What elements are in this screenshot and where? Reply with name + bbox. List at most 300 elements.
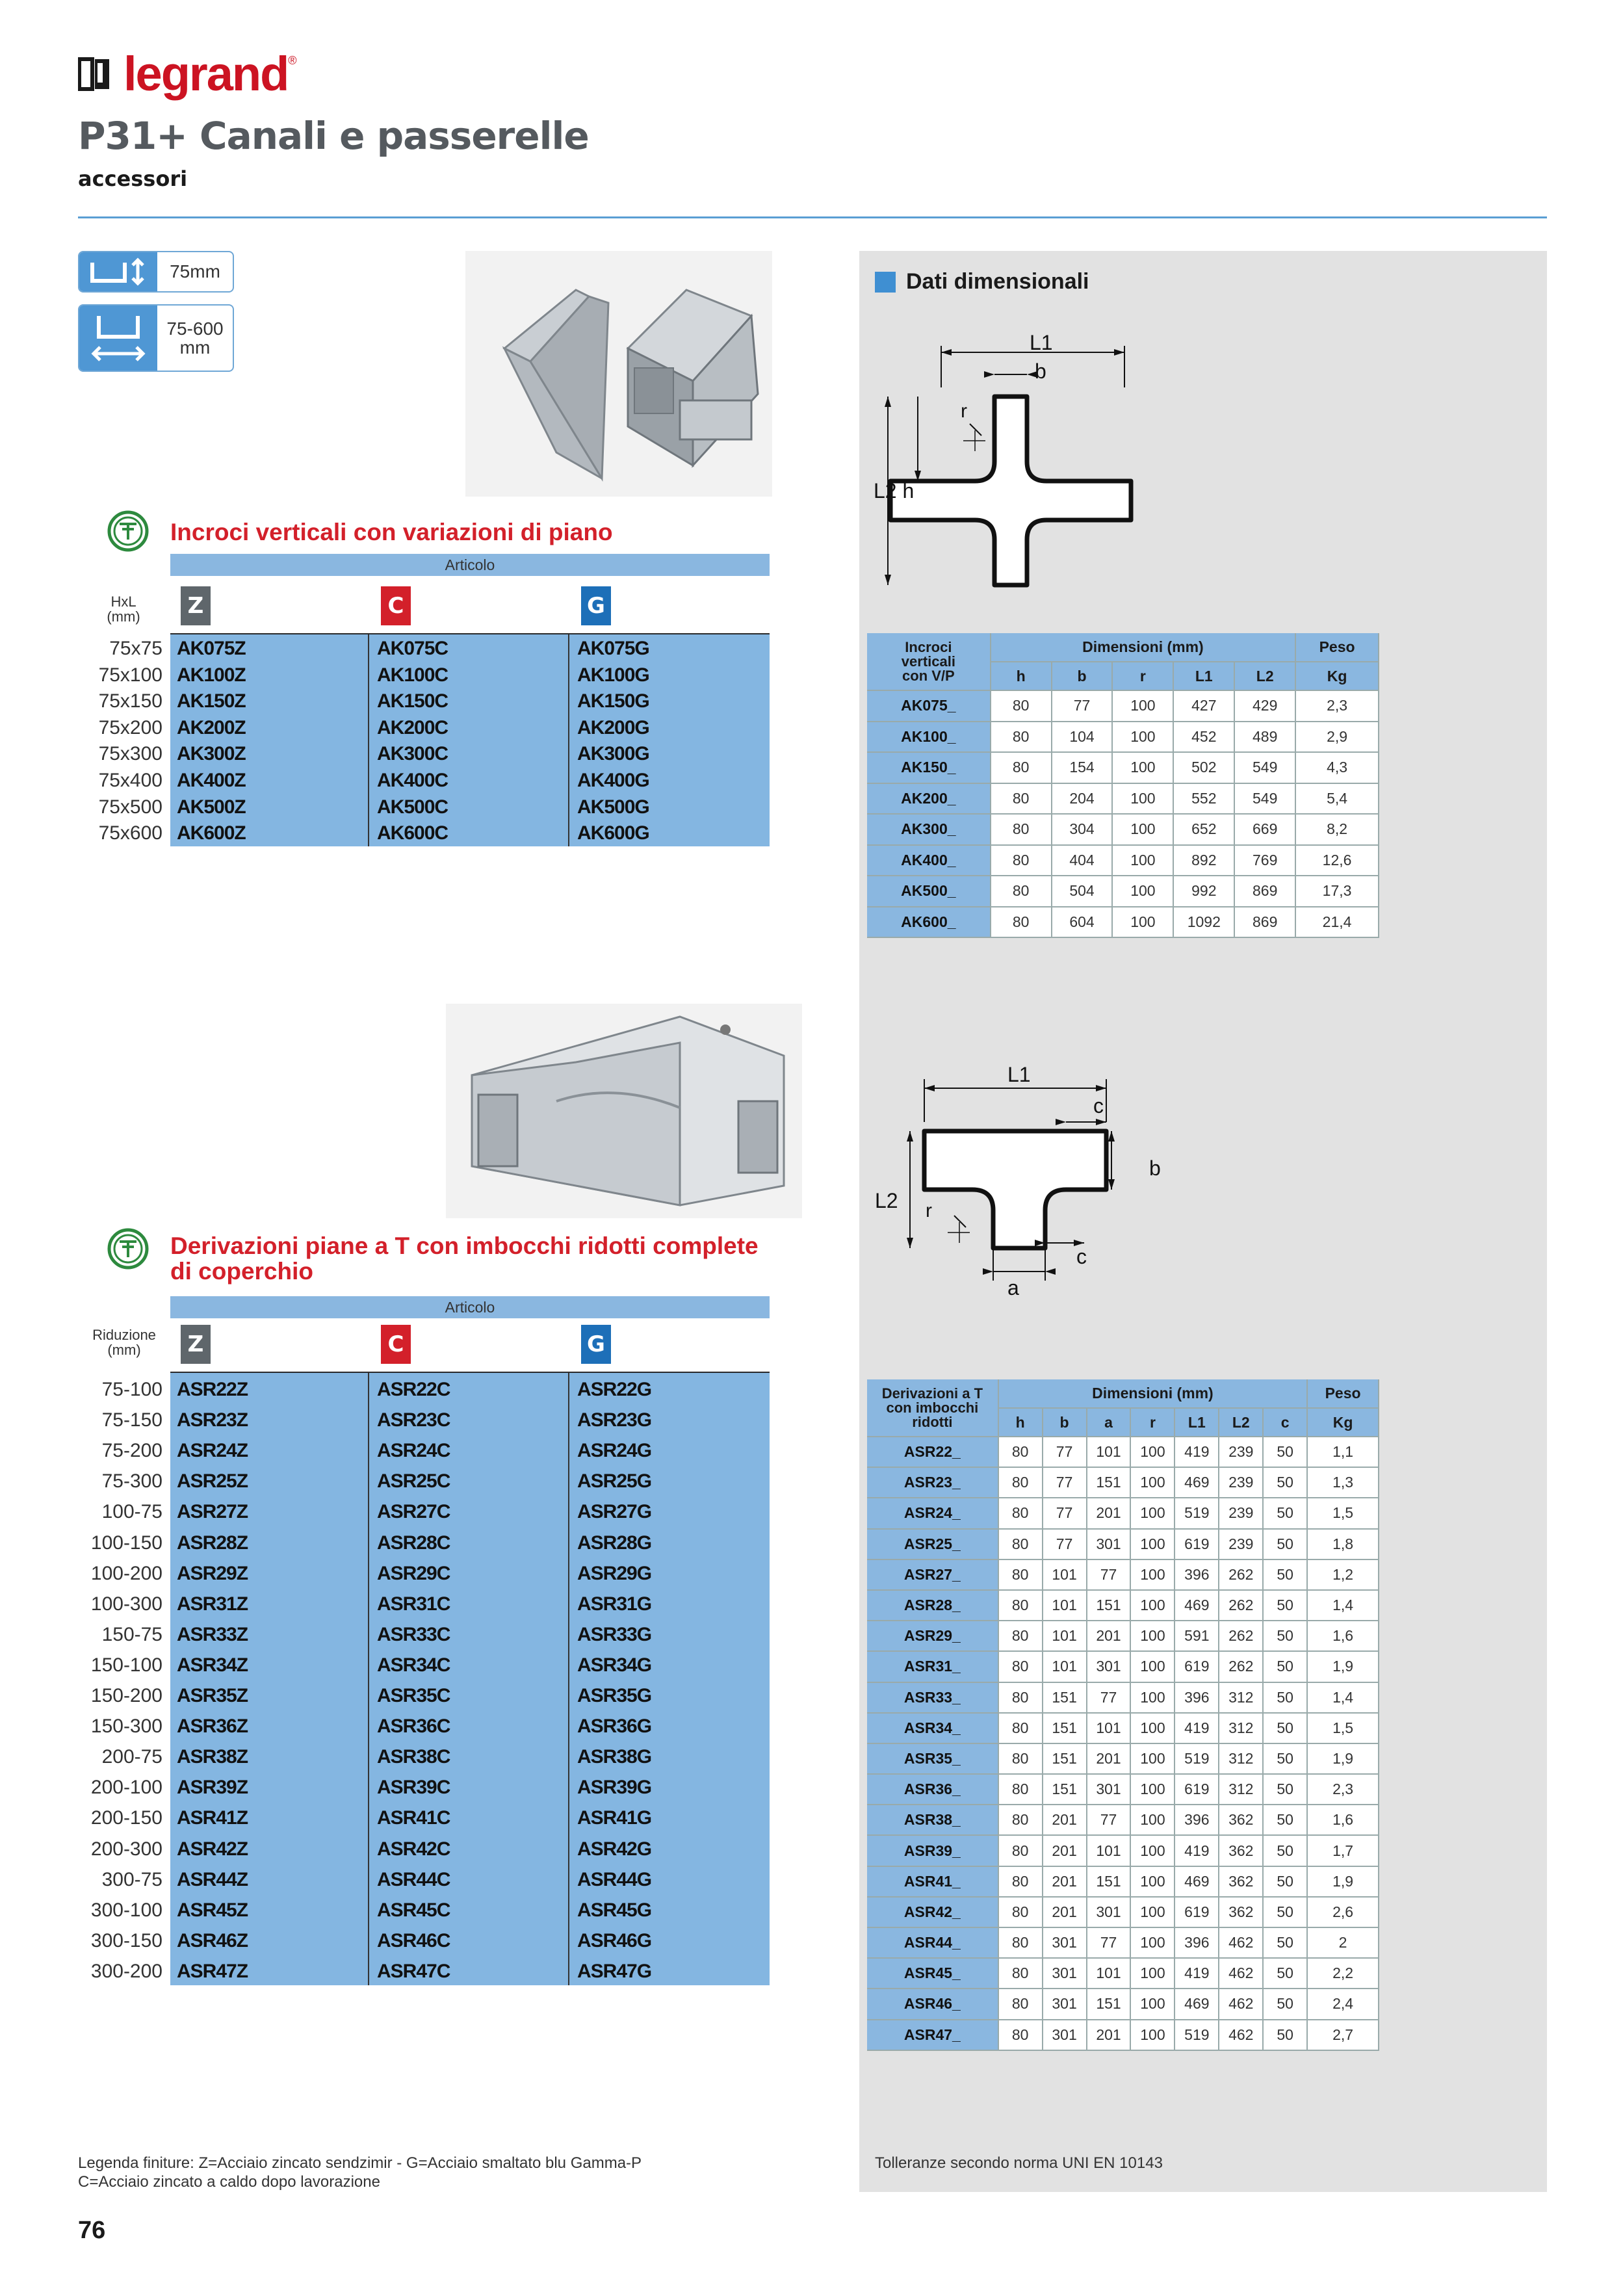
- article-code-z: AK500Z: [177, 796, 246, 818]
- dimension-value-a: 151: [1087, 1467, 1131, 1498]
- section2-title: [170, 1234, 759, 1285]
- size-value: 75x75: [109, 638, 162, 659]
- dimension-value-r: 100: [1112, 690, 1173, 722]
- dimension-value-r: 100: [1112, 876, 1173, 907]
- dimension-value-c: 50: [1263, 1743, 1307, 1774]
- dimension-value-c: 50: [1263, 1559, 1307, 1590]
- dimension-value-b: 101: [1043, 1559, 1087, 1590]
- dimension-value-h: 80: [991, 690, 1052, 722]
- dimension-value-b: 301: [1043, 1958, 1087, 1989]
- article-code-c: AK100C: [377, 664, 448, 686]
- dimension-value-l2: 239: [1219, 1529, 1263, 1559]
- table-row: [867, 1467, 1379, 1498]
- dimension-value-h: 80: [991, 783, 1052, 815]
- page-number: 76: [78, 2217, 106, 2244]
- article-code-z: ASR41Z: [177, 1807, 248, 1829]
- dimension-value-b: 404: [1052, 845, 1113, 876]
- article-code-c: ASR31C: [377, 1593, 450, 1615]
- article-code-g: AK600G: [577, 822, 649, 844]
- table-row: [867, 1866, 1379, 1897]
- dimension-value-b: 301: [1043, 1927, 1087, 1958]
- section1-size-header-label: HxL: [110, 594, 136, 610]
- dimension-value-l2: 362: [1219, 1897, 1263, 1927]
- article-code-g: ASR22G: [577, 1379, 652, 1400]
- dimension-value-kg: 5,4: [1295, 783, 1379, 815]
- article-code-g: ASR25G: [577, 1470, 652, 1493]
- dimension-value-h: 80: [998, 1651, 1043, 1682]
- dimension-value-h: 80: [991, 845, 1052, 876]
- dimension-value-r: 100: [1130, 1713, 1175, 1743]
- dimension-value-b: 201: [1043, 1897, 1087, 1927]
- height-dimension-icon: [79, 252, 157, 291]
- dimension-value-r: 100: [1130, 1682, 1175, 1713]
- dimension-value-b: 304: [1052, 814, 1113, 845]
- article-code: AK100_: [867, 722, 991, 753]
- article-code-z: ASR42Z: [177, 1838, 248, 1860]
- dimension-value-a: 151: [1087, 1866, 1131, 1897]
- dimension-value-a: 151: [1087, 1590, 1131, 1621]
- table-row: [867, 1927, 1379, 1958]
- dimension-value-r: 100: [1130, 1897, 1175, 1927]
- size-value: 300-100: [90, 1899, 162, 1921]
- article-code-c: ASR28C: [377, 1532, 450, 1554]
- width-dimension-unit: mm: [179, 337, 211, 358]
- dimension-value-l1: 469: [1175, 1866, 1219, 1897]
- table1-subheader: r: [1112, 662, 1173, 690]
- article-code-c: ASR47C: [377, 1960, 450, 1982]
- article-code: ASR27_: [867, 1559, 998, 1590]
- dimension-value-c: 50: [1263, 1805, 1307, 1835]
- article-code-z: AK100Z: [177, 664, 246, 686]
- table-row: [867, 1897, 1379, 1927]
- size-value: 300-75: [101, 1868, 162, 1890]
- table-row: [867, 783, 1379, 815]
- dimension-value-kg: 2,7: [1307, 2020, 1379, 2050]
- table-row: [867, 752, 1379, 783]
- section2-table-top-rule: [170, 1372, 770, 1373]
- section2-title-line2: di coperchio: [170, 1257, 313, 1285]
- dimension-value-b: 151: [1043, 1713, 1087, 1743]
- article-code-g: AK150G: [577, 690, 649, 712]
- dimension-value-a: 301: [1087, 1897, 1131, 1927]
- dimension-value-l2: 669: [1234, 814, 1295, 845]
- dimension-value-l2: 362: [1219, 1805, 1263, 1835]
- article-code-c: ASR22C: [377, 1379, 450, 1400]
- dimension-value-kg: 1,6: [1307, 1805, 1379, 1835]
- section1-size-header-unit: (mm): [107, 608, 140, 625]
- dimensional-data-title: Dati dimensionali: [906, 269, 1089, 294]
- section2-title-line1: Derivazioni piane a T con imbocchi ridotti complete: [170, 1233, 759, 1259]
- article-code: ASR25_: [867, 1529, 998, 1559]
- dimension-value-b: 104: [1052, 722, 1113, 753]
- cross-dimensions-table: [867, 633, 1379, 938]
- article-code-z: AK150Z: [177, 690, 246, 712]
- article-code: ASR29_: [867, 1621, 998, 1651]
- section2-col-divider: [568, 1373, 569, 1985]
- dimension-value-b: 201: [1043, 1835, 1087, 1866]
- dimension-value-l1: 619: [1175, 1529, 1219, 1559]
- table1-article-header-line1: Incroci: [905, 638, 952, 655]
- dimension-value-r: 100: [1130, 1866, 1175, 1897]
- table-row: [867, 1835, 1379, 1866]
- dimension-value-b: 151: [1043, 1774, 1087, 1805]
- dimension-value-kg: 2,3: [1295, 690, 1379, 722]
- article-code-c: ASR39C: [377, 1777, 450, 1799]
- dimension-value-l2: 462: [1219, 1989, 1263, 2019]
- section-marker-square: [875, 272, 896, 293]
- article-code-z: ASR31Z: [177, 1593, 248, 1615]
- dimension-value-a: 301: [1087, 1774, 1131, 1805]
- dimension-value-b: 151: [1043, 1743, 1087, 1774]
- dimension-value-r: 100: [1130, 1437, 1175, 1467]
- dimension-value-r: 100: [1130, 1805, 1175, 1835]
- article-code: AK200_: [867, 783, 991, 815]
- dimension-value-l2: 549: [1234, 752, 1295, 783]
- dimension-value-h: 80: [998, 1805, 1043, 1835]
- dimension-value-h: 80: [998, 1498, 1043, 1528]
- dimension-value-l2: 362: [1219, 1835, 1263, 1866]
- article-code-z: ASR39Z: [177, 1777, 248, 1799]
- article-code-g: ASR24G: [577, 1440, 652, 1462]
- dimension-value-c: 50: [1263, 1835, 1307, 1866]
- diagram2-label-L1: L1: [1007, 1063, 1031, 1086]
- section1-articolo-header: Articolo: [170, 554, 770, 576]
- dimension-value-b: 77: [1052, 690, 1113, 722]
- dimension-value-a: 301: [1087, 1529, 1131, 1559]
- section2-size-header-unit: (mm): [107, 1342, 141, 1359]
- article-code: ASR42_: [867, 1897, 998, 1927]
- dimension-value-r: 100: [1112, 907, 1173, 938]
- section1-col-divider: [368, 634, 369, 846]
- table-row: [867, 1651, 1379, 1682]
- dimension-value-kg: 2,6: [1307, 1897, 1379, 1927]
- dimension-value-h: 80: [998, 1559, 1043, 1590]
- dimension-value-l1: 552: [1173, 783, 1234, 815]
- dimension-value-h: 80: [991, 722, 1052, 753]
- t-branch-dimensions-table: [867, 1379, 1379, 2051]
- dimension-value-kg: 1,5: [1307, 1498, 1379, 1528]
- dimension-value-l1: 396: [1175, 1805, 1219, 1835]
- article-code-c: AK150C: [377, 690, 448, 712]
- article-code-g: ASR44G: [577, 1868, 652, 1890]
- size-value: 200-150: [90, 1807, 162, 1829]
- width-dimension-icon: [79, 306, 157, 371]
- product-photo-vertical-cross: [465, 251, 772, 497]
- dimension-value-kg: 1,1: [1307, 1437, 1379, 1467]
- dimension-value-l1: 892: [1173, 845, 1234, 876]
- dimension-value-h: 80: [998, 1467, 1043, 1498]
- dimension-value-l1: 519: [1175, 2020, 1219, 2050]
- article-code-g: ASR31G: [577, 1593, 652, 1615]
- finish-z-badge: Z: [181, 586, 211, 625]
- article-code-c: AK075C: [377, 638, 448, 659]
- article-code-g: ASR34G: [577, 1654, 652, 1676]
- finish-g-badge: G: [581, 586, 611, 625]
- dimension-value-a: 101: [1087, 1958, 1131, 1989]
- dimension-value-l1: 419: [1175, 1713, 1219, 1743]
- table1-subheader: h: [991, 662, 1052, 690]
- dimension-value-b: 154: [1052, 752, 1113, 783]
- article-code-c: ASR25C: [377, 1470, 450, 1493]
- dimension-value-l2: 262: [1219, 1559, 1263, 1590]
- dimension-value-b: 101: [1043, 1651, 1087, 1682]
- article-code-g: AK300G: [577, 743, 649, 765]
- dimension-value-kg: 21,4: [1295, 907, 1379, 938]
- table2-article-header-line1: Derivazioni a T: [881, 1385, 983, 1402]
- dimension-value-c: 50: [1263, 1897, 1307, 1927]
- dimension-value-b: 604: [1052, 907, 1113, 938]
- dimension-value-kg: 2: [1307, 1927, 1379, 1958]
- table2-weight-unit: Kg: [1307, 1408, 1379, 1437]
- size-value: 100-200: [90, 1562, 162, 1584]
- table1-subheader: b: [1052, 662, 1113, 690]
- article-code-z: ASR24Z: [177, 1440, 248, 1462]
- dimension-value-kg: 2,9: [1295, 722, 1379, 753]
- dimension-value-r: 100: [1130, 1621, 1175, 1651]
- article-code-c: ASR46C: [377, 1929, 450, 1951]
- article-code-c: ASR38C: [377, 1746, 450, 1768]
- dimension-value-a: 151: [1087, 1989, 1131, 2019]
- dimension-value-l2: 489: [1234, 722, 1295, 753]
- article-code-z: ASR28Z: [177, 1532, 248, 1554]
- dimension-value-h: 80: [998, 1958, 1043, 1989]
- article-code: AK400_: [867, 845, 991, 876]
- section1-table-top-rule: [170, 633, 770, 634]
- dimension-value-kg: 1,9: [1307, 1866, 1379, 1897]
- article-code-z: AK600Z: [177, 822, 246, 844]
- table-row: [867, 814, 1379, 845]
- finishes-legend: [78, 2154, 642, 2192]
- size-value: 150-100: [90, 1654, 162, 1676]
- section2-size-header-label: Riduzione: [92, 1327, 156, 1343]
- dimension-value-b: 101: [1043, 1590, 1087, 1621]
- article-code-c: ASR44C: [377, 1868, 450, 1890]
- article-code-c: ASR35C: [377, 1685, 450, 1706]
- section1-title: Incroci verticali con variazioni di piano: [170, 519, 613, 545]
- table-row: [867, 1989, 1379, 2019]
- size-value: 75x150: [98, 690, 162, 712]
- table2-subheader: c: [1263, 1408, 1307, 1437]
- finish-z-badge: Z: [181, 1325, 211, 1364]
- dimension-value-l2: 462: [1219, 2020, 1263, 2050]
- dimension-value-kg: 1,3: [1307, 1467, 1379, 1498]
- section2-col-divider: [368, 1373, 369, 1985]
- dimension-value-b: 301: [1043, 1989, 1087, 2019]
- size-value: 75-100: [101, 1379, 162, 1400]
- diagram2-label-L2: L2: [875, 1189, 898, 1212]
- dimension-value-kg: 1,9: [1307, 1743, 1379, 1774]
- dimension-value-l1: 1092: [1173, 907, 1234, 938]
- dimension-value-l2: 239: [1219, 1498, 1263, 1528]
- article-code-z: ASR47Z: [177, 1960, 248, 1982]
- article-code-z: ASR25Z: [177, 1470, 248, 1493]
- table-row: [867, 2020, 1379, 2050]
- size-value: 200-300: [90, 1838, 162, 1860]
- dimension-value-l1: 619: [1175, 1651, 1219, 1682]
- size-value: 200-100: [90, 1777, 162, 1799]
- dimension-value-l1: 452: [1173, 722, 1234, 753]
- dimension-value-r: 100: [1130, 1559, 1175, 1590]
- dimension-value-kg: 1,4: [1307, 1590, 1379, 1621]
- header-divider: [78, 216, 1547, 218]
- diagram1-label-L1: L1: [1030, 332, 1053, 354]
- article-code: ASR39_: [867, 1835, 998, 1866]
- diagram2-label-r: r: [926, 1200, 932, 1221]
- dimension-value-h: 80: [998, 1682, 1043, 1713]
- table2-subheader: h: [998, 1408, 1043, 1437]
- width-dimension-label: [157, 306, 233, 371]
- dimension-value-l1: 652: [1173, 814, 1234, 845]
- diagram1-label-b: b: [1035, 359, 1046, 383]
- article-code-g: AK100G: [577, 664, 649, 686]
- table1-article-header: [867, 633, 991, 690]
- section2-size-header: [82, 1327, 166, 1357]
- table1-article-header-line2: verticali: [901, 653, 955, 670]
- dimension-value-c: 50: [1263, 1958, 1307, 1989]
- table2-article-header-line2: con imbocchi: [886, 1399, 979, 1416]
- dimension-value-l1: 419: [1175, 1437, 1219, 1467]
- size-value: 75x300: [98, 743, 162, 765]
- dimension-value-kg: 1,7: [1307, 1835, 1379, 1866]
- table-row: [867, 1958, 1379, 1989]
- diagram2-label-c: c: [1093, 1094, 1104, 1117]
- dimension-value-kg: 1,6: [1307, 1621, 1379, 1651]
- dimension-value-h: 80: [998, 1621, 1043, 1651]
- dimension-value-l2: 239: [1219, 1437, 1263, 1467]
- dimension-value-a: 201: [1087, 1498, 1131, 1528]
- dimension-value-c: 50: [1263, 1651, 1307, 1682]
- article-code: ASR28_: [867, 1590, 998, 1621]
- finishes-legend-line2: C=Acciaio zincato a caldo dopo lavorazione: [78, 2172, 380, 2191]
- dimension-value-a: 301: [1087, 1651, 1131, 1682]
- dimension-value-c: 50: [1263, 1713, 1307, 1743]
- article-code-g: ASR36G: [577, 1715, 652, 1738]
- article-code: ASR24_: [867, 1498, 998, 1528]
- dimension-value-kg: 1,2: [1307, 1559, 1379, 1590]
- table2-weight-header: Peso: [1307, 1379, 1379, 1408]
- size-value: 150-75: [101, 1623, 162, 1645]
- dimension-value-kg: 4,3: [1295, 752, 1379, 783]
- dimension-value-l2: 549: [1234, 783, 1295, 815]
- table-row: [867, 1498, 1379, 1528]
- dimension-value-h: 80: [998, 1989, 1043, 2019]
- size-value: 300-200: [90, 1960, 162, 1982]
- article-code: ASR45_: [867, 1958, 998, 1989]
- article-code-g: ASR38G: [577, 1746, 652, 1768]
- table2-article-header-line3: ridotti: [912, 1413, 953, 1430]
- article-code-c: ASR41C: [377, 1807, 450, 1829]
- finish-g-badge: G: [581, 1325, 611, 1364]
- dimension-value-b: 77: [1043, 1498, 1087, 1528]
- dimension-value-r: 100: [1130, 1958, 1175, 1989]
- diagram2-label-b: b: [1149, 1156, 1161, 1180]
- article-code-g: AK200G: [577, 716, 649, 738]
- table-row: [867, 722, 1379, 753]
- width-dimension-range: 75-600: [166, 318, 224, 339]
- dimension-value-h: 80: [998, 1529, 1043, 1559]
- dimension-value-r: 100: [1130, 1927, 1175, 1958]
- dimension-value-h: 80: [998, 2020, 1043, 2050]
- article-code-g: ASR23G: [577, 1409, 652, 1431]
- dimension-value-l2: 769: [1234, 845, 1295, 876]
- article-code: ASR35_: [867, 1743, 998, 1774]
- size-value: 75-300: [101, 1470, 162, 1493]
- article-code-c: ASR27C: [377, 1501, 450, 1523]
- dimension-value-l2: 462: [1219, 1927, 1263, 1958]
- table1-subheader: L1: [1173, 662, 1234, 690]
- dimension-value-c: 50: [1263, 1774, 1307, 1805]
- diagram2-label-c2: c: [1076, 1245, 1087, 1268]
- article-code-z: AK075Z: [177, 638, 246, 659]
- dimension-value-l1: 396: [1175, 1559, 1219, 1590]
- article-code-c: AK500C: [377, 796, 448, 818]
- dimension-value-kg: 1,9: [1307, 1651, 1379, 1682]
- table-row: [867, 1590, 1379, 1621]
- article-code: ASR46_: [867, 1989, 998, 2019]
- article-code: ASR31_: [867, 1651, 998, 1682]
- article-code: ASR34_: [867, 1713, 998, 1743]
- size-value: 100-75: [101, 1501, 162, 1523]
- dimension-value-r: 100: [1130, 1529, 1175, 1559]
- dimension-value-r: 100: [1130, 1774, 1175, 1805]
- page-subtitle: accessori: [78, 166, 188, 191]
- table2-article-header: [867, 1379, 998, 1437]
- dimension-value-r: 100: [1130, 1835, 1175, 1866]
- article-code-g: ASR42G: [577, 1838, 652, 1860]
- article-code: ASR22_: [867, 1437, 998, 1467]
- dimension-value-h: 80: [998, 1866, 1043, 1897]
- dimension-value-l1: 396: [1175, 1682, 1219, 1713]
- article-code: ASR23_: [867, 1467, 998, 1498]
- dimension-value-b: 77: [1043, 1529, 1087, 1559]
- article-code-z: AK400Z: [177, 770, 246, 791]
- dimension-value-l2: 869: [1234, 876, 1295, 907]
- finish-c-badge: C: [381, 1325, 411, 1364]
- table2-subheader: b: [1043, 1408, 1087, 1437]
- article-code-g: ASR45G: [577, 1899, 652, 1921]
- dimension-value-h: 80: [991, 907, 1052, 938]
- article-code-c: ASR42C: [377, 1838, 450, 1860]
- dimension-value-c: 50: [1263, 1498, 1307, 1528]
- size-value: 300-150: [90, 1929, 162, 1951]
- article-code: ASR36_: [867, 1774, 998, 1805]
- dimension-value-a: 201: [1087, 1743, 1131, 1774]
- dimension-value-a: 101: [1087, 1713, 1131, 1743]
- dimension-value-a: 77: [1087, 1927, 1131, 1958]
- dimension-value-kg: 1,5: [1307, 1713, 1379, 1743]
- dimension-value-l1: 427: [1173, 690, 1234, 722]
- dimension-value-l1: 519: [1175, 1498, 1219, 1528]
- product-photo-t-branch: [446, 1004, 802, 1218]
- dimension-value-c: 50: [1263, 1682, 1307, 1713]
- article-code-g: ASR41G: [577, 1807, 652, 1829]
- article-code-g: ASR33G: [577, 1623, 652, 1645]
- article-code-g: AK400G: [577, 770, 649, 791]
- article-code-g: AK500G: [577, 796, 649, 818]
- dimension-value-a: 201: [1087, 1621, 1131, 1651]
- brand-logo: [78, 43, 312, 105]
- dimension-value-l1: 419: [1175, 1958, 1219, 1989]
- table-row: [867, 690, 1379, 722]
- dimension-value-c: 50: [1263, 1989, 1307, 2019]
- article-code-z: ASR38Z: [177, 1746, 248, 1768]
- diagram2-label-a: a: [1007, 1276, 1019, 1299]
- dimension-value-a: 77: [1087, 1682, 1131, 1713]
- article-code-z: ASR23Z: [177, 1409, 248, 1431]
- dimension-value-h: 80: [998, 1590, 1043, 1621]
- dimension-value-l1: 396: [1175, 1927, 1219, 1958]
- dimension-value-b: 77: [1043, 1467, 1087, 1498]
